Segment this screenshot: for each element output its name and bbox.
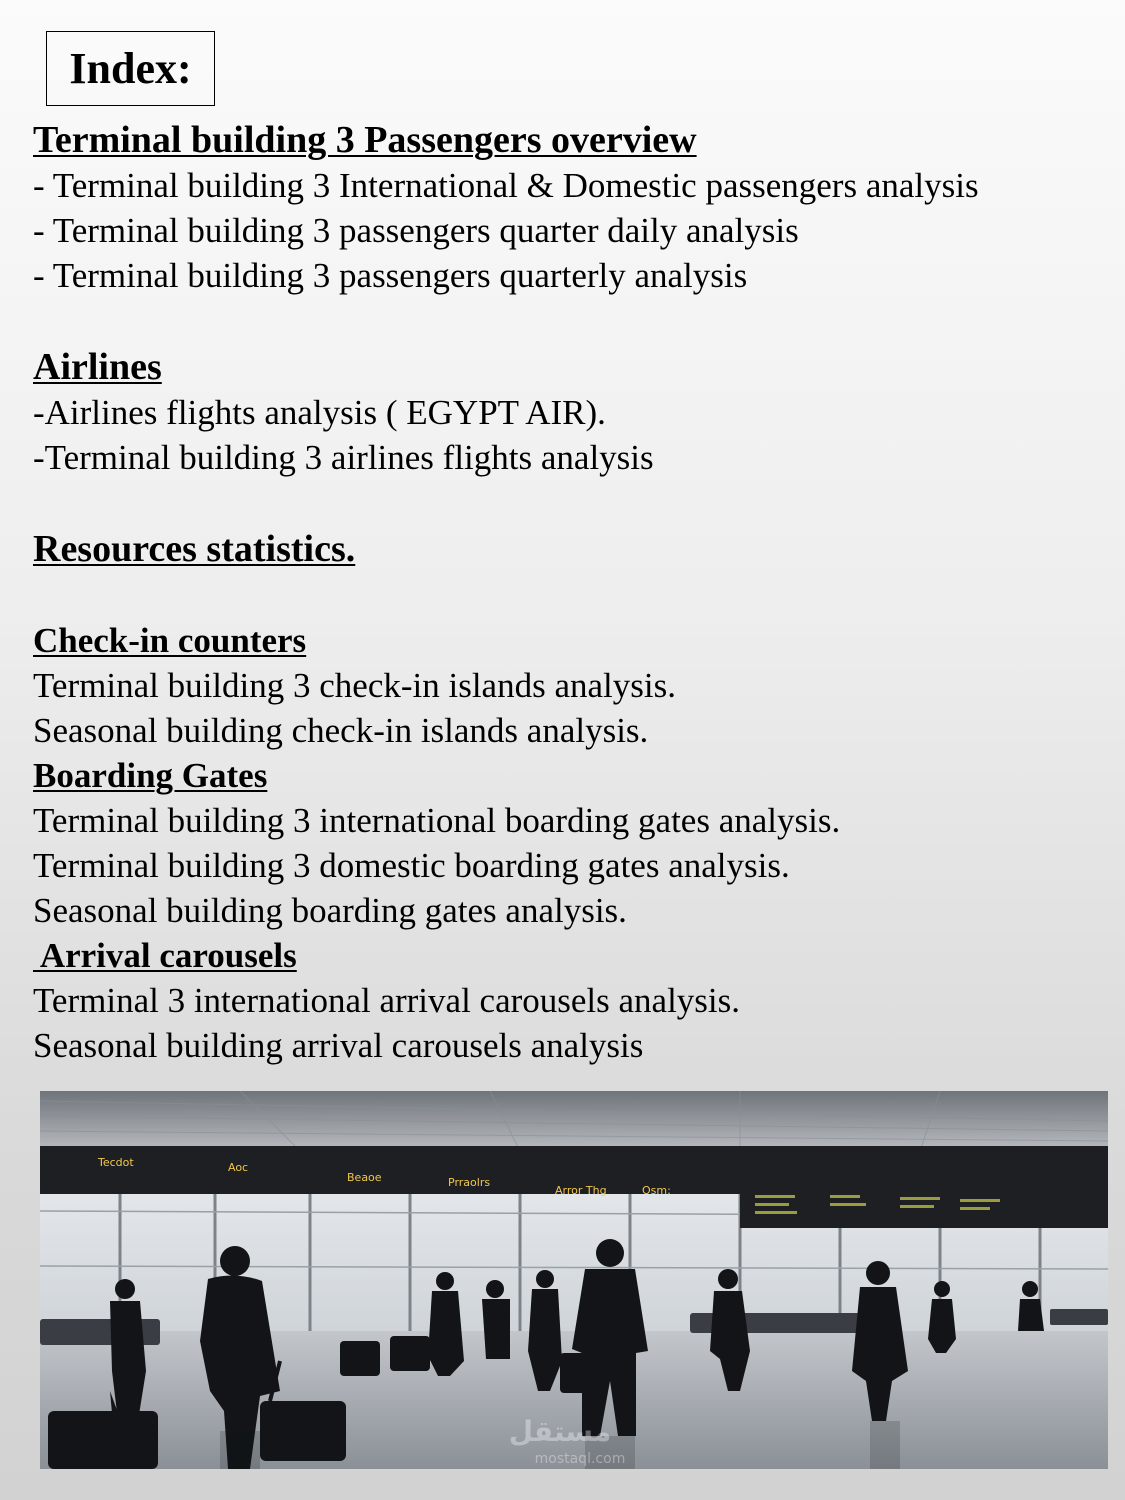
heading-checkin-counters: Check-in counters	[33, 621, 307, 660]
heading-resources-statistics: Resources statistics.	[33, 528, 356, 570]
board-label: Arror Thg	[555, 1184, 607, 1197]
list-item: - Terminal building 3 International & Domestic passengers analysis	[33, 166, 979, 205]
index-title-text: Index:	[69, 44, 192, 93]
watermark-url: mostaql.com	[534, 1451, 626, 1467]
board-label: Tecdot	[98, 1156, 134, 1169]
board-label: Beaoe	[347, 1171, 382, 1184]
heading-airlines: Airlines	[33, 346, 162, 388]
watermark: مستقل	[508, 1415, 612, 1448]
list-item: - Terminal building 3 passengers quarter daily analysis	[33, 211, 799, 250]
index-title	[46, 31, 215, 106]
heading-boarding-gates: Boarding Gates	[33, 756, 268, 795]
heading-arrival-carousels: Arrival carousels	[33, 936, 297, 975]
airport-terminal-photo	[40, 1091, 1108, 1469]
board-label: Aoc	[228, 1161, 249, 1174]
list-item: Terminal building 3 check-in islands analysis.	[33, 666, 676, 705]
list-item: Terminal 3 international arrival carousels analysis.	[33, 981, 741, 1020]
list-item: Terminal building 3 international boarding gates analysis.	[33, 801, 841, 840]
list-item: Seasonal building arrival carousels analysis	[33, 1026, 644, 1065]
list-item: Seasonal building check-in islands analysis.	[33, 711, 649, 750]
board-label: Osm:	[642, 1184, 671, 1197]
heading-passengers-overview: Terminal building 3 Passengers overview	[33, 119, 697, 161]
list-item: -Airlines flights analysis ( EGYPT AIR).	[33, 393, 606, 432]
list-item: -Terminal building 3 airlines flights analysis	[33, 438, 654, 477]
board-label: Prraolrs	[448, 1176, 491, 1189]
index-content	[33, 118, 1113, 1068]
list-item: - Terminal building 3 passengers quarterly analysis	[33, 256, 748, 295]
list-item: Seasonal building boarding gates analysis.	[33, 891, 627, 930]
list-item: Terminal building 3 domestic boarding gates analysis.	[33, 846, 790, 885]
